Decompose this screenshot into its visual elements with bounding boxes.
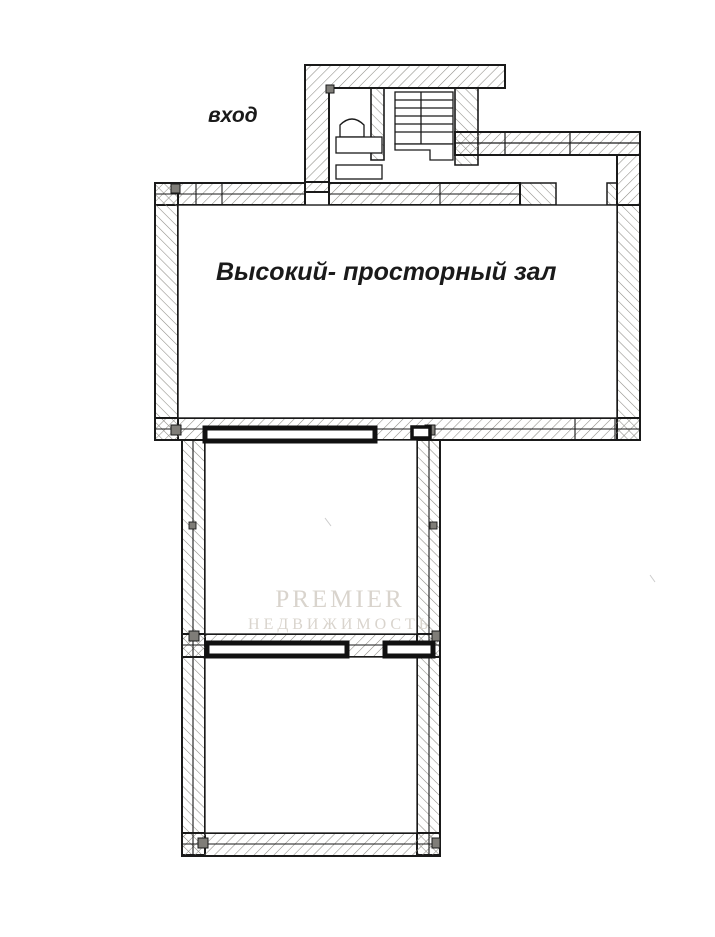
watermark-secondary: НЕДВИЖИМОСТЬ bbox=[248, 616, 432, 633]
door-opening-lower-small bbox=[385, 643, 433, 656]
entrance-label: вход bbox=[208, 104, 258, 127]
door-opening-hall-small bbox=[412, 427, 430, 438]
staircase bbox=[395, 92, 453, 160]
watermark-primary: PREMIER bbox=[275, 586, 405, 613]
door-opening-hall-wide bbox=[205, 428, 375, 441]
door-opening-lower-wide bbox=[207, 643, 347, 656]
hall-label: Высокий- просторный зал bbox=[216, 258, 557, 286]
hall-walls bbox=[155, 183, 640, 440]
